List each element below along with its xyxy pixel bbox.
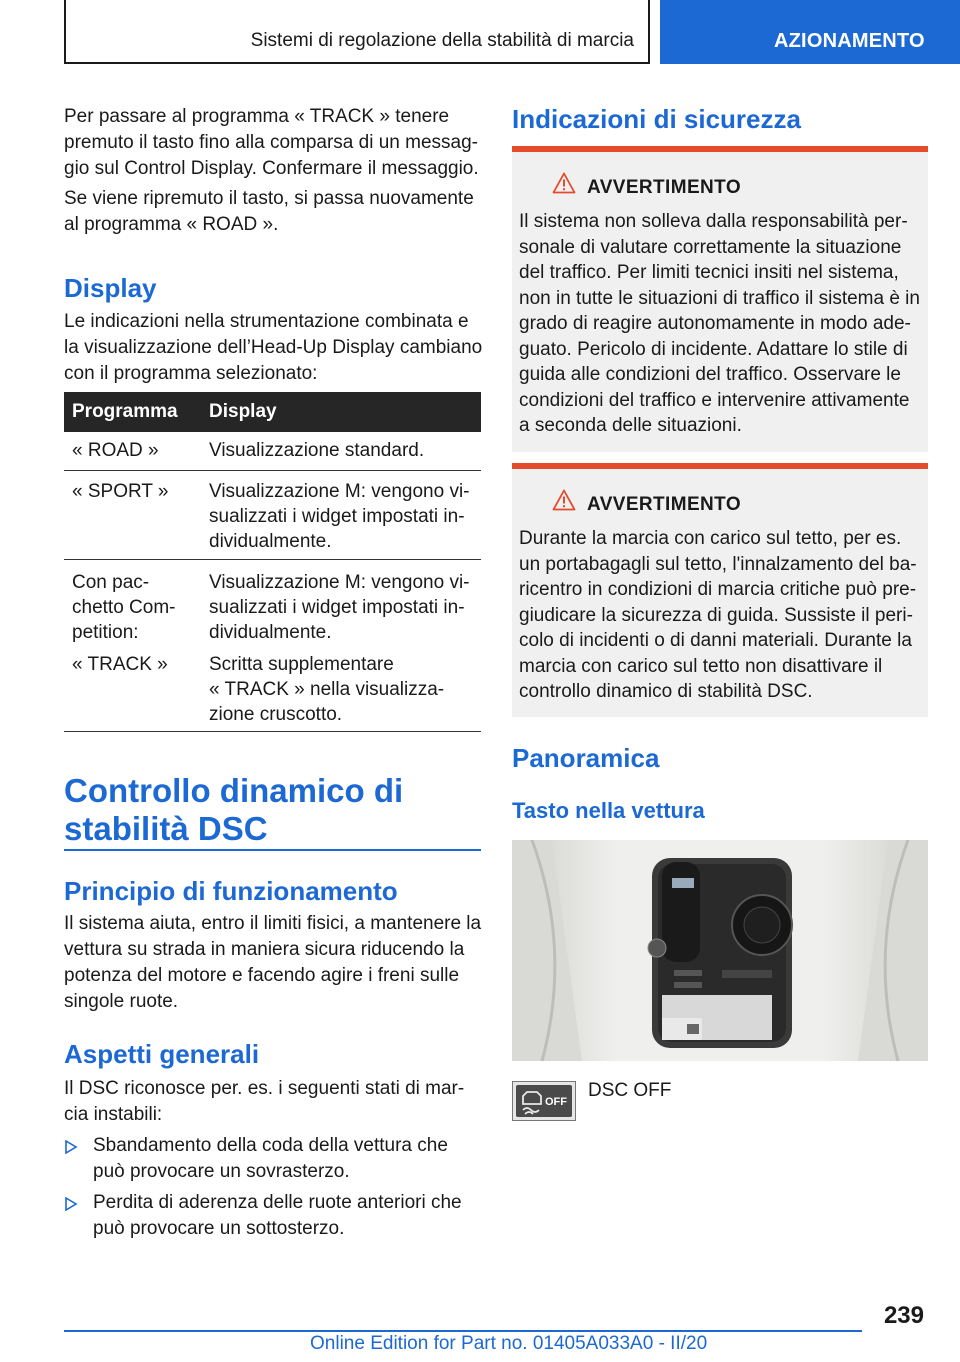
principle-heading: Principio di funzionamento <box>64 876 398 906</box>
warning-triangle-icon <box>552 489 576 511</box>
chapter-tab-label: AZIONAMENTO <box>774 30 925 52</box>
svg-text:OFF: OFF <box>545 1096 567 1108</box>
center-console-image <box>512 840 928 1061</box>
text-line: premuto il tasto fino alla comparsa di un messag- <box>64 132 478 153</box>
page-number: 239 <box>883 1302 924 1329</box>
text-line: Se viene ripremuto il tasto, si passa nuovamente <box>64 188 474 209</box>
table-row <box>64 560 481 732</box>
intro-paragraph-1 <box>64 104 484 182</box>
cell-display: Scritta supplementare « TRACK » nella visualizza- zione cruscotto. <box>209 654 445 725</box>
table-row <box>64 471 481 560</box>
text-line: la visualizzazione dell’Head-Up Display cambiano <box>64 337 483 358</box>
dsc-off-label: DSC OFF <box>588 1080 672 1101</box>
dsc-off-button-icon <box>512 1081 576 1121</box>
list-item: Sbandamento della coda della vettura che può provocare un sovrasterzo. <box>93 1135 448 1182</box>
principle-paragraph: Il sistema aiuta, entro il limiti fisici, a mantenere la vettura su strada in maniera sicura riducendo la potenza del motore e facendo agire i freni sulle singole ruote. <box>64 913 482 1012</box>
triangle-bullet-icon <box>64 1197 78 1211</box>
warning-box <box>512 463 928 717</box>
warning-box <box>512 146 928 452</box>
cell-display: Visualizzazione M: vengono vi- sualizzati i widget impostati in- dividualmente. <box>209 572 470 643</box>
display-heading: Display <box>64 273 157 303</box>
column-header-program: Programma <box>72 401 178 422</box>
button-heading: Tasto nella vettura <box>512 798 705 823</box>
edition-link[interactable]: Online Edition for Part no. 01405A033A0 - II/20 <box>310 1333 708 1354</box>
cell-display: Visualizzazione standard. <box>209 440 425 461</box>
program-table <box>64 392 481 732</box>
warning-title: AVVERTIMENTO <box>587 177 741 198</box>
text-line: Per passare al programma « TRACK » tenere <box>64 106 450 127</box>
overview-heading: Panoramica <box>512 743 660 773</box>
cell-program: « ROAD » <box>72 440 159 461</box>
cell-program: « TRACK » <box>72 654 168 675</box>
heading-rule <box>64 849 481 851</box>
safety-heading: Indicazioni di sicurezza <box>512 104 801 134</box>
section-title: Sistemi di regolazione della stabilità di marcia <box>250 30 634 51</box>
header-box <box>64 0 650 64</box>
warning-text: Durante la marcia con carico sul tetto, per es. un portabagagli sul tetto, l'innalzamento del ba- ricentro in condizioni di marcia critiche può pre- giudicare la sicurezza di guida. Sussiste il peri- colo di incidenti o di danni materiali. Durante la marcia con carico sul tetto non disattivare il controllo dinamico di stabilità DSC. <box>519 528 917 702</box>
footer-rule <box>64 1330 862 1332</box>
display-paragraph <box>64 309 484 387</box>
text-line: con il programma selezionato: <box>64 363 318 384</box>
text-line: al programma « ROAD ». <box>64 214 279 235</box>
warning-triangle-icon <box>552 172 576 194</box>
intro-paragraph-2 <box>64 186 484 238</box>
cell-display: Visualizzazione M: vengono vi- sualizzati i widget impostati in- dividualmente. <box>209 481 470 552</box>
general-heading: Aspetti generali <box>64 1039 260 1069</box>
text-line: Le indicazioni nella strumentazione combinata e <box>64 311 469 332</box>
warning-title: AVVERTIMENTO <box>587 494 741 515</box>
list-item: Perdita di aderenza delle ruote anteriori che può provocare un sottosterzo. <box>93 1192 462 1239</box>
general-paragraph: Il DSC riconosce per. es. i seguenti stati di mar- cia instabili: <box>64 1078 465 1125</box>
chapter-tab[interactable] <box>660 0 960 64</box>
table-row <box>64 432 481 471</box>
column-header-display: Display <box>209 401 277 422</box>
dsc-heading: Controllo dinamico di stabilità DSC <box>64 772 404 847</box>
cell-program: « SPORT » <box>72 481 169 502</box>
text-line: gio sul Control Display. Confermare il messaggio. <box>64 158 479 179</box>
triangle-bullet-icon <box>64 1140 78 1154</box>
cell-program: Con pac- chetto Com- petition: <box>72 572 176 643</box>
table-header <box>64 392 481 432</box>
warning-text: Il sistema non solleva dalla responsabilità per- sonale di valutare correttamente la situazione del traffico. Per limiti tecnici insiti nel sistema, non in tutte le situazioni di traffico il sistema è in grado di reagire autonomamente in modo ade- guato. Pericolo di incidente. Adattare lo stile di guida alle condizioni del traffico. Osservare le condizioni del traffico e intervenire attivamente a seconda delle situazioni. <box>519 211 920 436</box>
